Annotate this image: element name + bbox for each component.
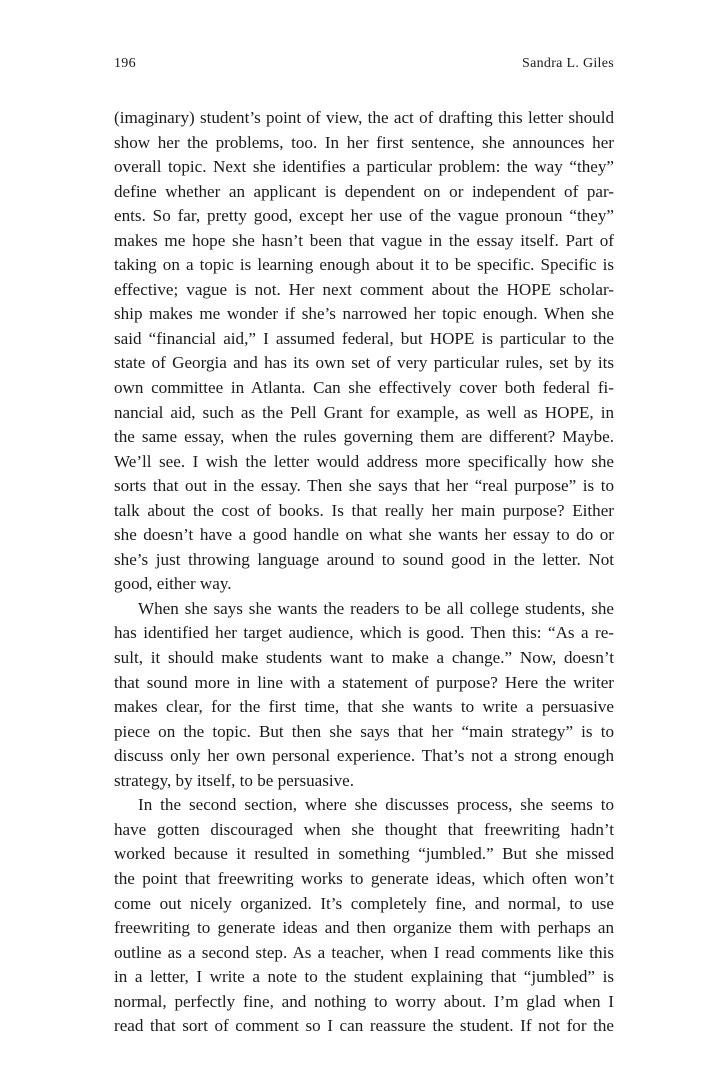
text-line: sult, it should make students want to make a change.” Now, doesn’t [114,648,614,668]
text-line: freewriting to generate ideas and then organize them with perhaps an [114,918,614,938]
text-line: in a letter, I write a note to the student explaining that “jumbled” is [114,967,614,987]
text-line: ship makes me wonder if she’s narrowed her topic enough. When she [114,304,614,324]
text-line: piece on the topic. But then she says that her “main strategy” is to [114,721,614,741]
paragraph [114,106,614,597]
text-line: good, either way. [114,574,232,594]
text-line: talk about the cost of books. Is that really her main purpose? Either [114,500,614,520]
text-line: When she says she wants the readers to be all college students, she [138,598,614,618]
text-line: nancial aid, such as the Pell Grant for example, as well as HOPE, in [114,402,614,422]
text-line: overall topic. Next she identifies a particular problem: the way “they” [114,157,614,177]
body-text [114,106,614,1039]
text-line: makes me hope she hasn’t been that vague in the essay itself. Part of [114,230,614,250]
text-line: she doesn’t have a good handle on what she wants her essay to do or [114,525,614,545]
text-line: worked because it resulted in something “jumbled.” But she missed [114,844,614,864]
text-line: own committee in Atlanta. Can she effectively cover both federal fi- [114,378,614,398]
text-line: In the second section, where she discusses process, she seems to [138,795,614,815]
text-line: (imaginary) student’s point of view, the act of drafting this letter should [114,108,614,127]
text-line: define whether an applicant is dependent on or independent of par- [114,181,614,201]
text-line: taking on a topic is learning enough about it to be specific. Specific is [114,255,614,275]
paragraph [114,793,614,1038]
text-line: sorts that out in the essay. Then she says that her “real purpose” is to [114,476,614,496]
text-line: she’s just throwing language around to sound good in the letter. Not [114,549,614,569]
text-line: read that sort of comment so I can reassure the student. If not for the [114,1016,614,1036]
text-line: effective; vague is not. Her next comment about the HOPE scholar- [114,279,614,299]
text-line: show her the problems, too. In her first sentence, she announces her [114,132,614,152]
running-head: Sandra L. Giles [522,56,614,71]
text-line: ents. So far, pretty good, except her use of the vague pronoun “they” [114,206,614,226]
page-number: 196 [114,56,136,71]
paragraph [114,597,614,793]
text-line: normal, perfectly fine, and nothing to worry about. I’m glad when I [114,991,614,1011]
text-line: discuss only her own personal experience. That’s not a strong enough [114,746,614,766]
text-line: the point that freewriting works to generate ideas, which often won’t [114,868,614,888]
text-line: outline as a second step. As a teacher, when I read comments like this [114,942,614,962]
text-line: has identified her target audience, which is good. Then this: “As a re- [114,623,614,643]
text-line: that sound more in line with a statement of purpose? Here the writer [114,672,614,692]
text-line: We’ll see. I wish the letter would address more specifically how she [114,451,614,471]
text-line: have gotten discouraged when she thought that freewriting hadn’t [114,819,614,839]
text-line: makes clear, for the first time, that she wants to write a persuasive [114,697,614,717]
text-line: state of Georgia and has its own set of very particular rules, set by its [114,353,614,373]
text-line: come out nicely organized. It’s completely fine, and normal, to use [114,893,614,913]
text-line: the same essay, when the rules governing them are different? Maybe. [114,427,614,447]
text-line: said “financial aid,” I assumed federal, but HOPE is particular to the [114,328,614,348]
text-line: strategy, by itself, to be persuasive. [114,770,355,790]
